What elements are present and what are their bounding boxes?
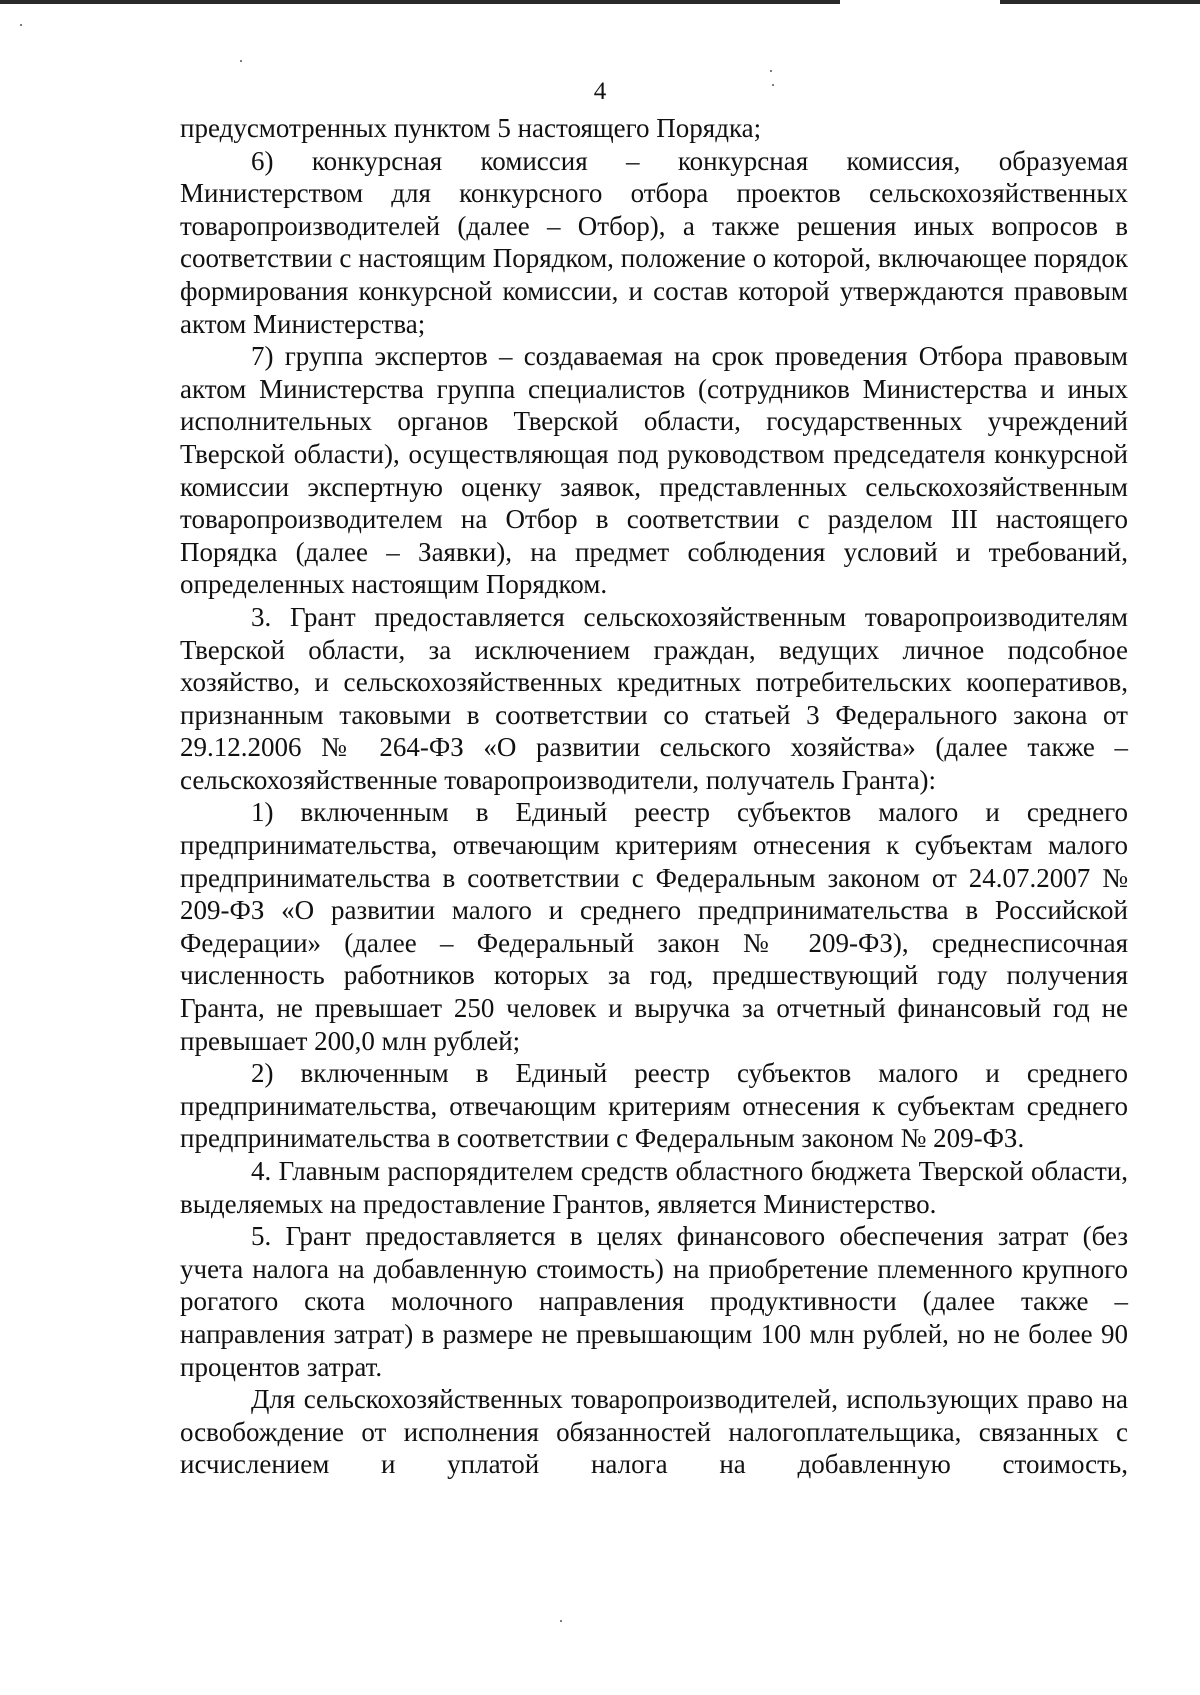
paragraph-subitem-2-medium-business: 2) включенным в Единый реестр субъектов малого и среднего предпринимательства, отвечающим критериям отнесения к субъектам среднего предпринимательства в соответствии с Федеральным законом № 209-ФЗ. bbox=[180, 1058, 1128, 1154]
document-body bbox=[180, 112, 1128, 1481]
scan-speck bbox=[560, 1620, 562, 1622]
scan-speck bbox=[772, 84, 774, 86]
paragraph-subitem-1-small-business: 1) включенным в Единый реестр субъектов малого и среднего предпринимательства, отвечающим критериям отнесения к субъектам малого предпринимательства в соответствии с Федеральным законом от 24.07.2007 № 209-ФЗ «О развитии малого и среднего предпринимательства в Российской Федерации» (далее – Федеральный закон № 209-ФЗ), среднесписочная численность работников которых за год, предшествующий году получения Гранта, не превышает 250 человек и выручка за отчетный финансовый год не превышает 200,0 млн рублей; bbox=[180, 797, 1128, 1056]
scan-speck bbox=[20, 24, 22, 26]
scan-speck bbox=[770, 70, 772, 72]
paragraph-item-6-competition-commission: 6) конкурсная комиссия – конкурсная комиссия, образуемая Министерством для конкурсного отбора проектов сельскохозяйственных товаропроизводителей (далее – Отбор), а также решения иных вопросов в соответствии с настоящим Порядком, положение о которой, включающее порядок формирования конкурсной комиссии, и состав которой утверждаются правовым актом Министерства; bbox=[180, 145, 1128, 339]
scan-top-edge bbox=[0, 0, 1200, 4]
paragraph-clause-4-main-administrator: 4. Главным распорядителем средств областного бюджета Тверской области, выделяемых на предоставление Грантов, является Министерство. bbox=[180, 1156, 1128, 1219]
paragraph-vat-exemption: Для сельскохозяйственных товаропроизводителей, использующих право на освобождение от исполнения обязанностей налогоплательщика, связанных с исчислением и уплатой налога на добавленную стоимость, bbox=[180, 1384, 1128, 1480]
paragraph-clause-3-grant-recipients: 3. Грант предоставляется сельскохозяйственным товаропроизводителям Тверской области, за исключением граждан, ведущих личное подсобное хозяйство, и сельскохозяйственных кредитных потребительских кооперативов, признанным таковыми в соответствии со статьей 3 Федерального закона от 29.12.2006 № 264-ФЗ «О развитии сельского хозяйства» (далее также – сельскохозяйственные товаропроизводители, получатель Гранта): bbox=[180, 601, 1128, 795]
paragraph-item-7-expert-group: 7) группа экспертов – создаваемая на срок проведения Отбора правовым актом Министерства группа специалистов (сотрудников Министерства и иных исполнительных органов Тверской области, государственных учреждений Тверской области), осуществляющая под руководством председателя конкурсной комиссии экспертную оценку заявок, представленных сельскохозяйственным товаропроизводителем на Отбор в соответствии с разделом III настоящего Порядка (далее – Заявки), на предмет соблюдения условий и требований, определенных настоящим Порядком. bbox=[180, 341, 1128, 600]
paragraph-continuation: предусмотренных пунктом 5 настоящего Порядка; bbox=[180, 113, 762, 143]
scan-speck bbox=[240, 60, 242, 62]
paragraph-clause-5-grant-purpose: 5. Грант предоставляется в целях финансового обеспечения затрат (без учета налога на добавленную стоимость) на приобретение племенного крупного рогатого скота молочного направления продуктивности (далее также – направления затрат) в размере не превышающим 100 млн рублей, но не более 90 процентов затрат. bbox=[180, 1221, 1128, 1382]
scan-top-edge-gap bbox=[840, 0, 1000, 4]
page-number: 4 bbox=[593, 78, 607, 105]
